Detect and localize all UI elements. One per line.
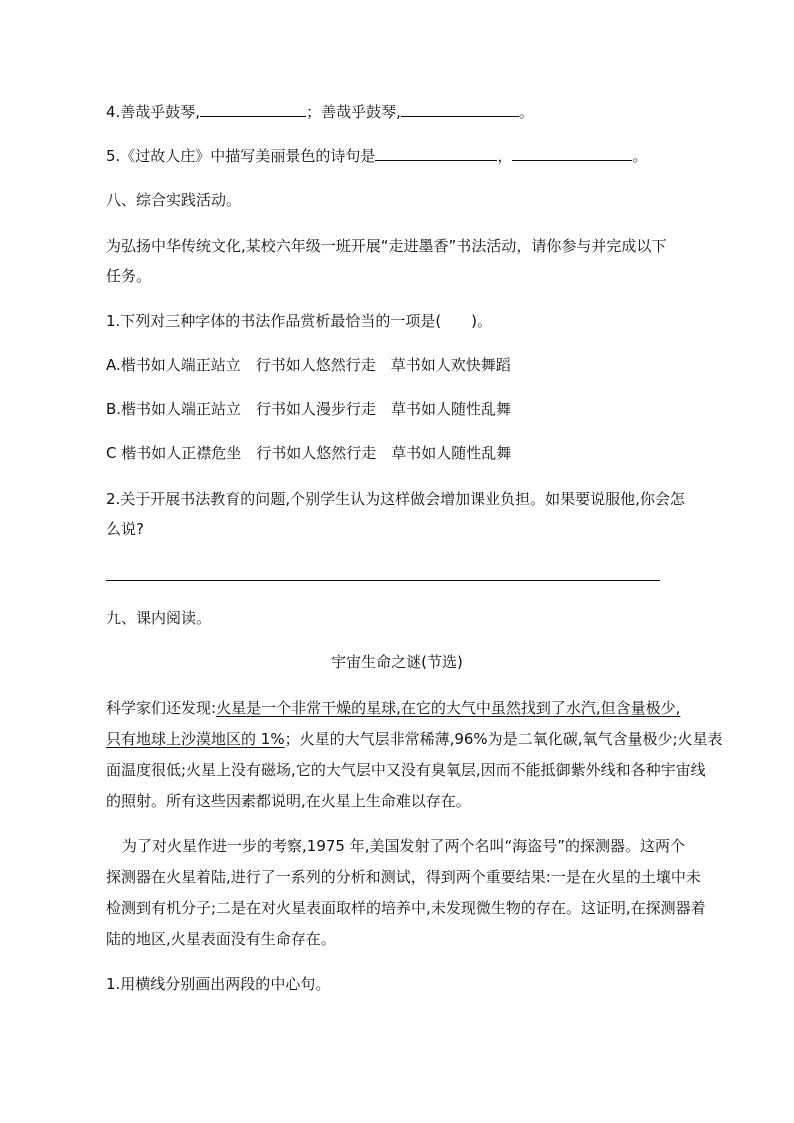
passage-1-line-1 [106, 698, 680, 718]
section-9-heading: 九、课内阅读。 [106, 609, 212, 627]
option-c[interactable]: C 楷书如人正襟危坐 行书如人悠然行走 草书如人随性乱舞 [106, 444, 512, 462]
passage-1-line-3: 面温度很低;火星上没有磁场,它的大气层中又没有臭氧层,因而不能抵御紫外线和各种宇宙线 [106, 761, 706, 779]
question-4-text-c: 。 [518, 103, 534, 121]
section-8-intro-line-1: 为弘扬中华传统文化,某校六年级一班开展“走进墨香”书法活动，请你参与并完成以下 [106, 237, 667, 255]
question-5-text-c: 。 [632, 147, 648, 165]
passage-1-line-4: 的照射。所有这些因素都说明,在火星上生命难以存在。 [106, 792, 471, 810]
question-4-text-b: ；善哉乎鼓琴, [306, 103, 401, 121]
section-9-question-1: 1.用横线分别画出两段的中心句。 [106, 975, 331, 993]
passage-1-text: 科学家们还发现: [106, 699, 217, 717]
question-4-text-a: 4.善哉乎鼓琴, [106, 103, 201, 121]
underlined-central-sentence: 只有地球上沙漠地区的 1% [106, 730, 285, 748]
answer-blank[interactable] [200, 102, 306, 117]
option-a[interactable]: A.楷书如人端正站立 行书如人悠然行走 草书如人欢快舞蹈 [106, 356, 511, 374]
section-8-intro-line-2: 任务。 [106, 267, 152, 285]
passage-2-line-3: 检测到有机分子;二是在对火星表面取样的培养中,未发现微生物的存在。这证明,在探测器着 [106, 899, 706, 917]
passage-1-text: ；火星的大气层非常稀薄,96%为是二氧化碳,氧气含量极少;火星表 [284, 730, 723, 748]
section-8-question-2-line-2: 么说? [106, 520, 144, 538]
section-8-question-1: 1.下列对三种字体的书法作品赏析最恰当的一项是( )。 [106, 312, 493, 330]
question-5 [106, 146, 647, 166]
answer-blank[interactable] [401, 102, 519, 117]
passage-title: 宇宙生命之谜(节选) [331, 653, 463, 671]
question-5-text-a: 5.《过故人庄》中描写美丽景色的诗句是 [106, 147, 376, 165]
question-5-text-b: ， [497, 147, 513, 165]
answer-blank[interactable] [375, 146, 497, 161]
answer-line[interactable] [106, 580, 660, 581]
option-b[interactable]: B.楷书如人端正站立 行书如人漫步行走 草书如人随性乱舞 [106, 400, 512, 418]
answer-blank[interactable] [512, 146, 632, 161]
passage-2-line-4: 陆的地区,火星表面没有生命存在。 [106, 930, 336, 948]
passage-2-line-2: 探测器在火星着陆,进行了一系列的分析和测试，得到两个重要结果:一是在火星的土壤中未 [106, 868, 701, 886]
section-8-heading: 八、综合实践活动。 [106, 191, 242, 209]
underlined-central-sentence: 火星是一个非常干燥的星球,在它的大气中虽然找到了水汽,但含量极少, [216, 699, 681, 717]
question-4 [106, 102, 534, 122]
passage-2-line-1: 为了对火星作进一步的考察,1975 年,美国发射了两个名叫“海盗号”的探测器。这两个 [122, 837, 686, 855]
section-8-question-2-line-1: 2.关于开展书法教育的问题,个别学生认为这样做会增加课业负担。如果要说服他,你会怎 [106, 490, 685, 508]
passage-1-line-2 [106, 729, 723, 749]
